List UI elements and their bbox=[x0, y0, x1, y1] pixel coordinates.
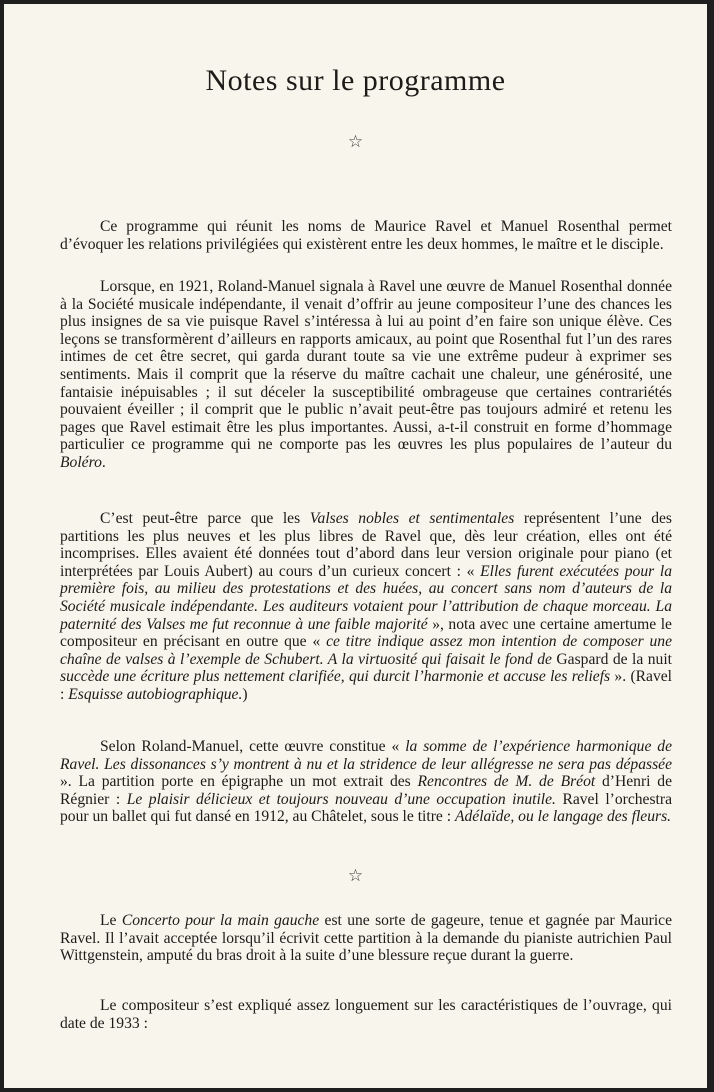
text-run: d’Henri de Régnier : bbox=[60, 773, 672, 808]
text-run: Lorsque, en 1921, Roland-Manuel signala à Ravel une œuvre de Manuel Rosenthal donnée à la Société musicale indépendante, il venait d’offrir au jeune compositeur l’une des chances les plus insignes de sa vie puisque Ravel s’intéressa à lui au point d’en faire son unique élève. Ces leçons se transformèrent d’ailleurs en rapports amicaux, au point que Rosenthal fut l’un des rares intimes de cet être secret, qui garda durant toute sa vie une extrême pudeur à exprimer ses sentiments. Mais il comprit que la réserve du maître cachait une chaleur, une générosité, une fantaisie inépuisables ; il sut déceler la susceptibilité ombrageuse que certaines contrariétés pouvaient éveiller ; il comprit que le public n’avait peut-être pas toujours admiré et retenu les pages que Ravel estimait être les plus importantes. Aussi, a-t-il construit en forme d’hommage particulier ce programme qui ne comporte pas les œuvres les plus populaires de l’auteur du bbox=[60, 278, 672, 454]
document-page bbox=[4, 4, 707, 1088]
text-run: C’est peut-être parce que les bbox=[100, 510, 310, 527]
text-run: ) bbox=[242, 685, 248, 703]
italic-text-run: succède une écriture plus nettement clarifiée, qui durcit l’harmonie et accuse les reliefs bbox=[60, 668, 611, 686]
text-run: Le bbox=[100, 912, 122, 929]
text-run: Le compositeur s’est expliqué assez longuement sur les caractéristiques de l’ouvrage, qui date de 1933 : bbox=[60, 997, 672, 1032]
text-run: Selon Roland-Manuel, cette œuvre constitue « bbox=[100, 738, 406, 755]
text-run: Ravel l’orchestra pour un ballet qui fut dansé en 1912, au Châtelet, sous le titre : bbox=[60, 790, 672, 826]
text-run: est une sorte de gageure, tenue et gagnée par Maurice Ravel. Il l’avait acceptée lorsqu’il écrivit cette partition à la demande du pianiste autrichien Paul Wittgenstein, amputé du bras droit à la suite d’une blessure reçue durant la guerre. bbox=[60, 912, 673, 965]
italic-text-run: Le plaisir délicieux et toujours nouveau d’une occupation inutile. bbox=[126, 790, 556, 808]
text-run: représentent l’une des partitions les plus neuves et les plus libres de Ravel que, dès leur création, elles ont été incomprises. Elles avaient été données tout d’abord dans leur version originale pour piano (et interprétées par Louis Aubert) au cours d’un curieux concert : « bbox=[60, 510, 672, 580]
text-run: ». La partition porte en épigraphe un mot extrait des bbox=[60, 773, 418, 791]
italic-text-run: Concerto pour la main gauche bbox=[121, 912, 320, 929]
italic-text-run: Boléro bbox=[60, 453, 102, 471]
paragraph-valses bbox=[60, 510, 672, 704]
italic-text-run: Valses nobles et sentimentales bbox=[309, 510, 515, 527]
page-title: Notes sur le programme bbox=[205, 64, 506, 97]
paragraph-compositeur bbox=[60, 997, 672, 1032]
italic-text-run: ce titre indique assez mon intention de composer une chaîne de valses à l’exemple de Schubert. A la virtuosité qui faisait le fond de bbox=[60, 633, 673, 668]
text-run: Ce programme qui réunit les noms de Maurice Ravel et Manuel Rosenthal permet d’évoquer les relations privilégiées qui existèrent entre les deux hommes, le maître et le disciple. bbox=[60, 218, 672, 253]
paragraph-intro bbox=[60, 218, 672, 253]
text-run: Gaspard de la nuit bbox=[551, 650, 672, 668]
italic-text-run: Rencontres de M. de Bréot bbox=[417, 773, 596, 791]
star-ornament-icon: ☆ bbox=[347, 132, 364, 152]
italic-text-run: Esquisse autobiographique. bbox=[68, 685, 243, 703]
text-run: ». (Ravel : bbox=[60, 668, 673, 703]
paragraph-roland-manuel bbox=[60, 278, 672, 472]
text-run: . bbox=[101, 453, 106, 471]
italic-text-run: Elles furent exécutées pour la première fois, au milieu des protestations et des huées, au concert sans nom d’auteurs de la Société musicale indépendante. Les auditeurs votaient pour l’attribution de chaque morceau. La paternité des Valses me fut reconnue à une faible majorité bbox=[60, 562, 672, 633]
italic-text-run: Adélaïde, ou le langage des fleurs. bbox=[454, 808, 672, 826]
text-run: », nota avec une certaine amertume le compositeur en précisant en outre que « bbox=[60, 615, 672, 651]
italic-text-run: la somme de l’expérience harmonique de Ravel. Les dissonances s’y montrent à nu et la stridence de leur allégresse ne sera pas dépassée bbox=[60, 738, 672, 773]
paragraph-concerto bbox=[60, 912, 672, 965]
paragraph-selon-roland-manuel bbox=[60, 738, 672, 826]
star-ornament-icon: ☆ bbox=[347, 866, 364, 886]
